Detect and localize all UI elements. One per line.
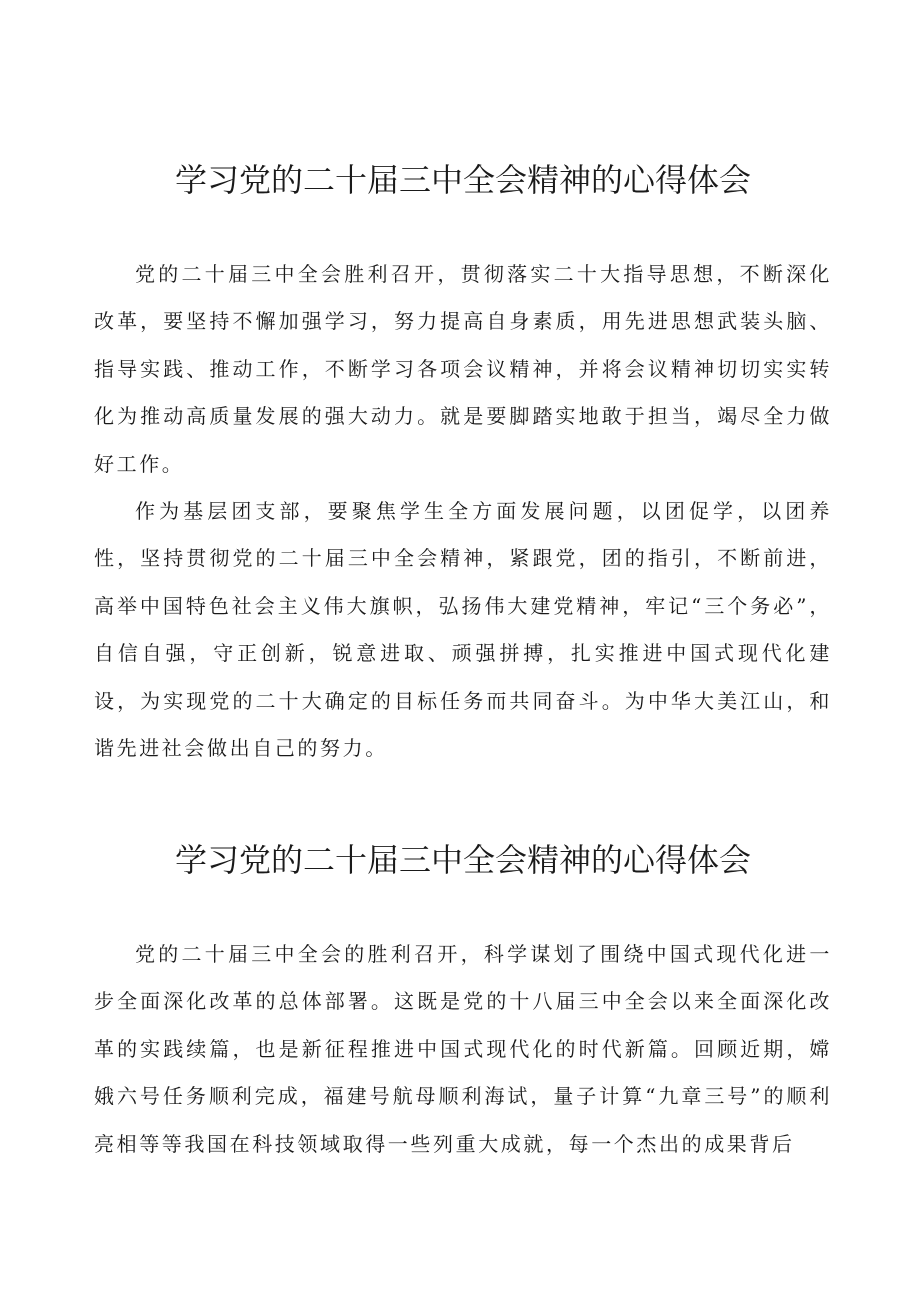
article-1-title: 学习党的二十届三中全会精神的心得体会 — [174, 161, 751, 199]
article-2-title: 学习党的二十届三中全会精神的心得体会 — [174, 841, 751, 879]
article-1-paragraph-1: 党的二十届三中全会胜利召开，贯彻落实二十大指导思想，不断深化改革，要坚持不懈加强学习，努力提高自身素质，用先进思想武装头脑、指导实践、推动工作，不断学习各项会议精神，并将会议精神切切实实转化为推动高质量发展的强大动力。就是要脚踏实地敢于担当，竭尽全力做好工作。 — [94, 262, 832, 476]
article-2-body — [94, 931, 832, 1168]
article-1 — [94, 158, 832, 772]
article-2 — [94, 838, 832, 1168]
article-2-paragraph-1: 党的二十届三中全会的胜利召开，科学谋划了围绕中国式现代化进一步全面深化改革的总体部署。这既是党的十八届三中全会以来全面深化改革的实践续篇，也是新征程推进中国式现代化的时代新篇。回顾近期，嫦娥六号任务顺利完成，福建号航母顺利海试，量子计算“九章三号”的顺利亮相等等我国在科技领域取得一些列重大成就，每一个杰出的成果背后 — [94, 942, 832, 1156]
article-1-paragraph-2: 作为基层团支部，要聚焦学生全方面发展问题，以团促学，以团养性，坚持贯彻党的二十届三中全会精神，紧跟党，团的指引，不断前进，高举中国特色社会主义伟大旗帜，弘扬伟大建党精神，牢记“三个务必”，自信自强，守正创新，锐意进取、顽强拼搏，扎实推进中国式现代化建设，为实现党的二十大确定的目标任务而共同奋斗。为中华大美江山，和谐先进社会做出自己的努力。 — [94, 499, 832, 761]
article-1-body — [94, 251, 832, 772]
